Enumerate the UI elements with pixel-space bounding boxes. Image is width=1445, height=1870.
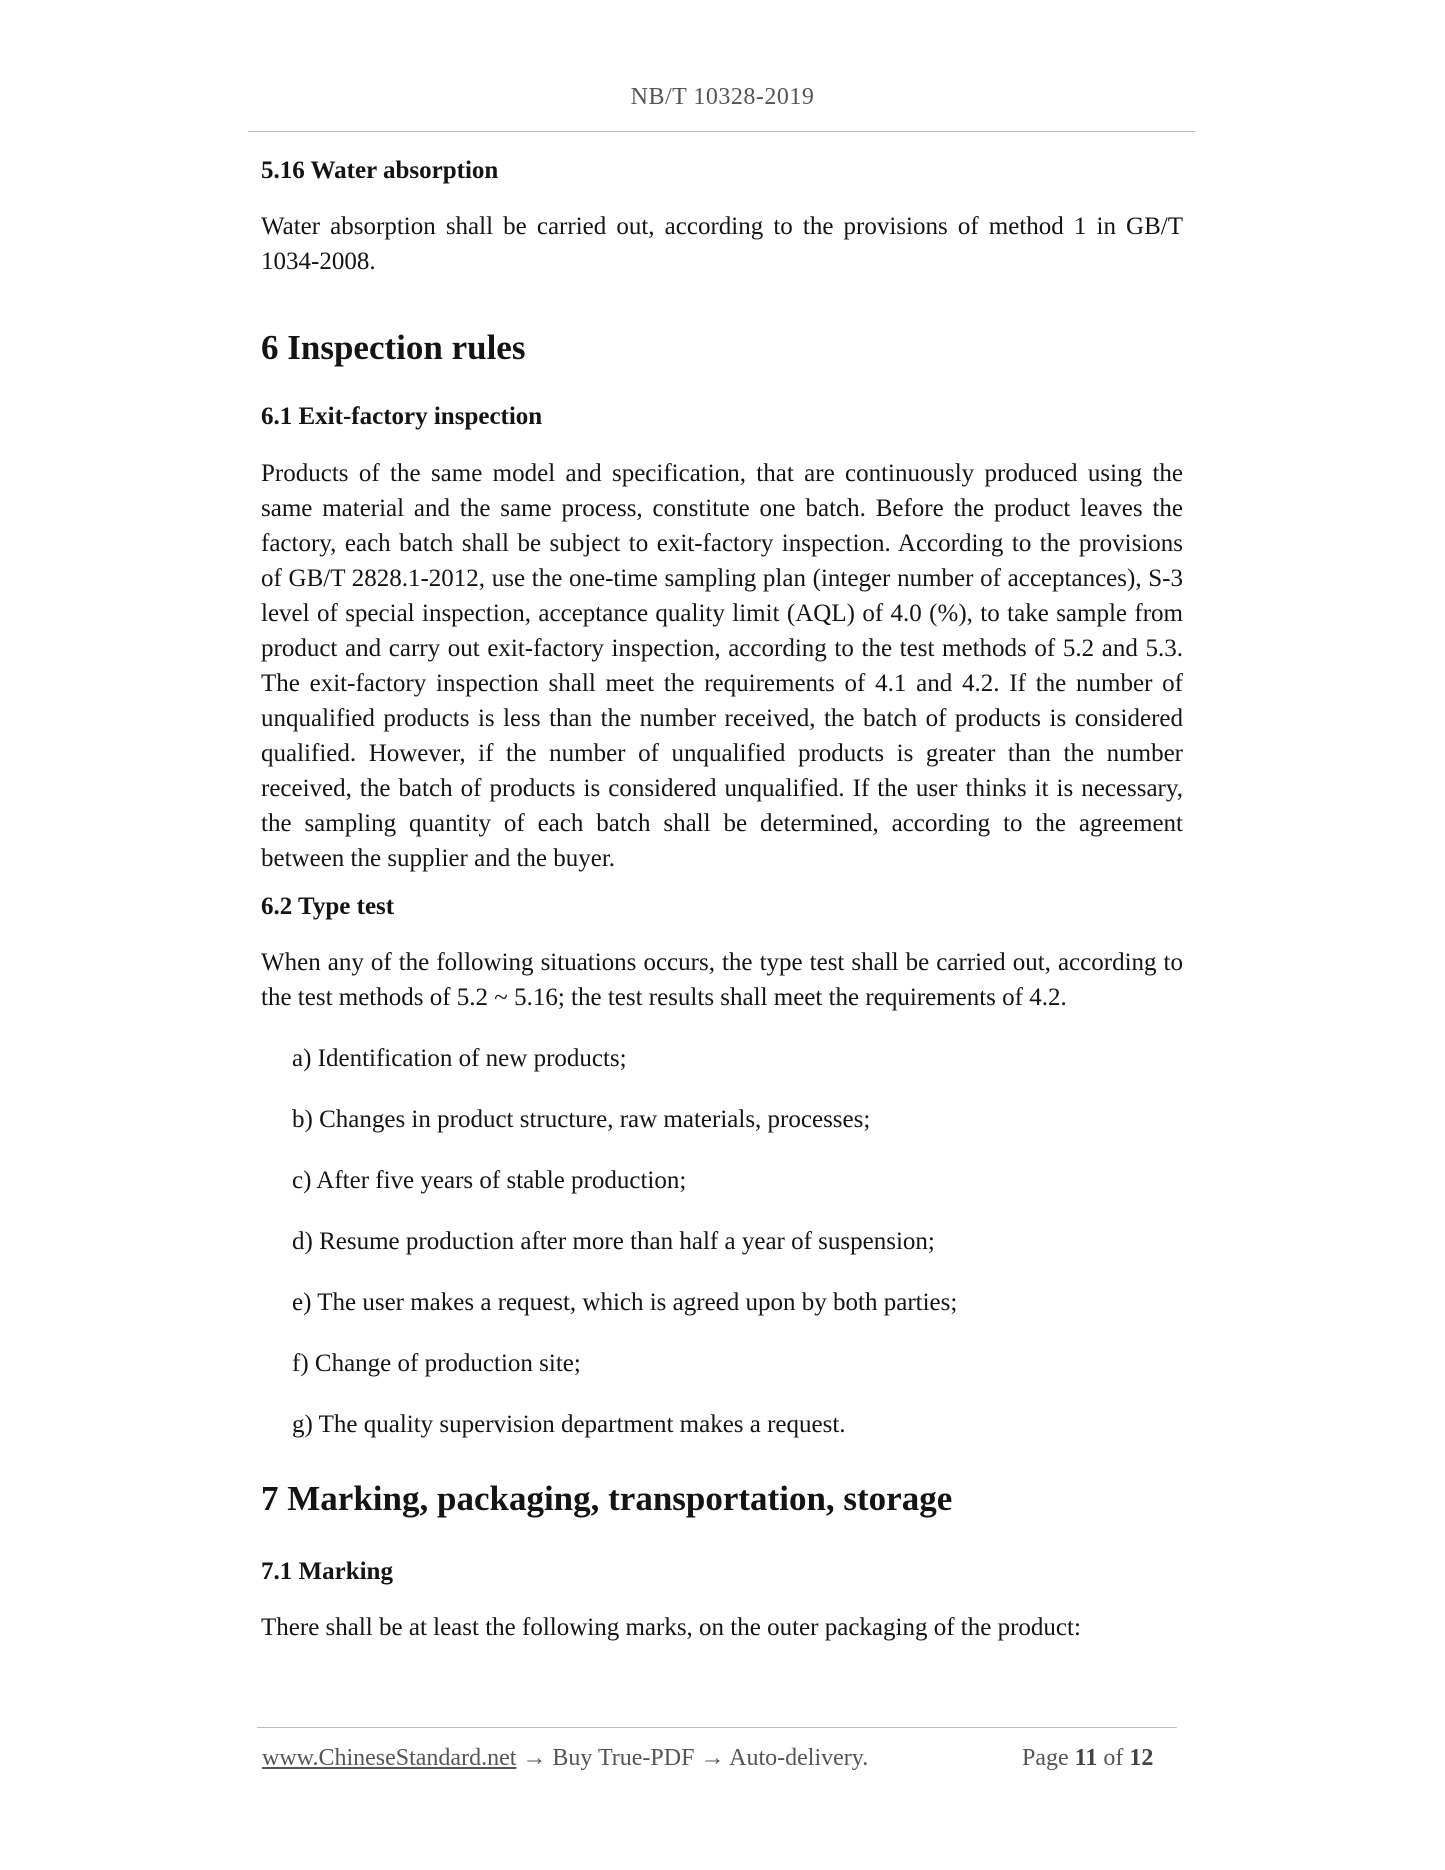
page-number (1022, 1745, 1153, 1772)
footer-website-link[interactable]: www.ChineseStandard.net (262, 1745, 517, 1771)
paragraph-7-1: There shall be at least the following marks, on the outer packaging of the product: (261, 1614, 1081, 1641)
page-current: 11 (1074, 1745, 1098, 1771)
heading-7-1: 7.1 Marking (261, 1558, 393, 1585)
page-label: Page (1022, 1745, 1069, 1771)
page-content (261, 150, 1183, 1645)
footer-left (262, 1745, 868, 1772)
paragraph-5-16: Water absorption shall be carried out, according to the provisions of method 1 in GB/T 1034-2008. (261, 213, 1183, 275)
paragraph-6-2: When any of the following situations occurs, the type test shall be carried out, according to the test methods of 5.2 ~ 5.16; the test results shall meet the requirements of 4.2. (261, 949, 1183, 1011)
page-of: of (1103, 1745, 1124, 1771)
footer-delivery-text: Auto-delivery. (729, 1745, 869, 1771)
list-item-g: g) The quality supervision department makes a request. (292, 1411, 846, 1438)
page-total: 12 (1129, 1745, 1154, 1771)
list-item-f: f) Change of production site; (292, 1350, 581, 1377)
list-item-d: d) Resume production after more than half a year of suspension; (292, 1228, 935, 1255)
footer-buy-text: Buy True-PDF (552, 1745, 695, 1771)
heading-6: 6 Inspection rules (261, 328, 526, 367)
list-item-e: e) The user makes a request, which is agreed upon by both parties; (292, 1289, 958, 1316)
list-item-c: c) After five years of stable production; (292, 1167, 687, 1194)
heading-6-2: 6.2 Type test (261, 893, 395, 920)
list-item-b: b) Changes in product structure, raw materials, processes; (292, 1106, 871, 1133)
header-doc-code: NB/T 10328-2019 (630, 84, 815, 110)
heading-5-16: 5.16 Water absorption (261, 157, 499, 184)
footer-divider (257, 1727, 1177, 1728)
paragraph-6-1: Products of the same model and specification, that are continuously produced using the same material and the same process, constitute one batch. Before the product leaves the factory, each batch shall be subject to exit-factory inspection. According to the provisions of GB/T 2828.1-2012, use the one-time sampling plan (integer number of acceptances), S-3 level of special inspection, acceptance quality limit (AQL) of 4.0 (%), to take sample from product and carry out exit-factory inspection, according to the test methods of 5.2 and 5.3. The exit-factory inspection shall meet the requirements of 4.1 and 4.2. If the number of unqualified products is less than the number received, the batch of products is considered qualified. However, if the number of unqualified products is greater than the number received, the batch of products is considered unqualified. If the user thinks it is necessary, the sampling quantity of each batch shall be determined, according to the agreement between the supplier and the buyer. (261, 460, 1183, 872)
heading-6-1: 6.1 Exit-factory inspection (261, 403, 543, 430)
arrow-right-icon: → (700, 1745, 725, 1771)
arrow-right-icon: → (522, 1745, 547, 1771)
heading-7: 7 Marking, packaging, transportation, storage (261, 1479, 953, 1518)
header-divider (248, 131, 1195, 132)
list-item-a: a) Identification of new products; (292, 1045, 627, 1072)
